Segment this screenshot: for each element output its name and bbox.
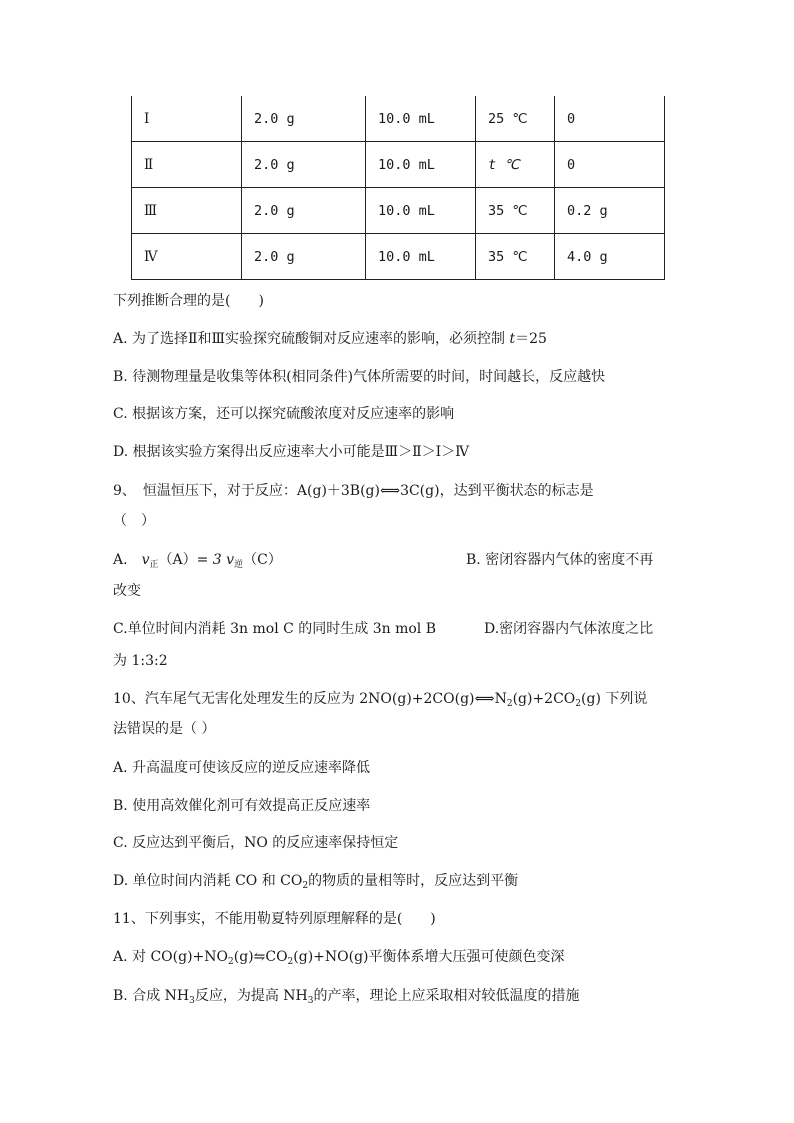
q10-option-d: [113, 871, 518, 891]
q8-option-a-var: t: [509, 331, 516, 347]
q10-stem-tail: (g) 下列说: [581, 691, 648, 707]
table-cell: 10.0 mL: [366, 188, 476, 234]
q10-option-b: B. 使用高效催化剂可有效提高正反应速率: [113, 798, 371, 814]
q10-stem-text: 10、汽车尾气无害化处理发生的反应为 2NO(g)+2CO(g): [113, 691, 475, 707]
q9-coefficient: 3: [212, 552, 222, 568]
table-cell: 35 ℃: [476, 188, 555, 234]
q10-formula-mid: (g)+2CO: [512, 691, 576, 707]
q10-subscript: 2: [302, 881, 309, 891]
q9-stem-tail: 3C(g)，达到平衡状态的标志是: [400, 483, 594, 499]
table-cell: 10.0 mL: [366, 142, 476, 188]
table-cell: 4.0 g: [555, 234, 665, 280]
q11-option-a-mid: (g)⇋CO: [233, 949, 288, 965]
q10-stem-line2: 法错误的是（ ）: [113, 721, 216, 737]
q9-option-d-line2: 为 1:3:2: [113, 653, 168, 669]
q9-option-a: [113, 550, 282, 570]
q9-option-d: D.密闭容器内气体浓度之比: [484, 621, 654, 637]
q11-subscript: 2: [228, 957, 234, 967]
table-row: [132, 234, 665, 280]
q9-v-symbol: v: [141, 552, 150, 568]
table-cell: 2.0 g: [242, 188, 366, 234]
q10-formula-n: N: [494, 691, 507, 707]
table-cell: 10.0 mL: [366, 234, 476, 280]
q8-option-b: B. 待测物理量是收集等体积(相同条件)气体所需要的时间，时间越长，反应越快: [113, 369, 606, 385]
q11-option-a: [113, 947, 565, 967]
table-row: [132, 142, 665, 188]
table-cell: 10.0 mL: [366, 96, 476, 142]
q11-option-a-tail: (g)+NO(g)平衡体系增大压强可使颜色变深: [293, 949, 565, 965]
q9-option-a-label: A.: [113, 552, 142, 568]
q8-option-a-tail: ＝25: [515, 331, 547, 347]
q11-stem: 11、下列事实，不能用勒夏特列原理解释的是( ): [113, 911, 436, 927]
table-cell: t ℃: [476, 142, 555, 188]
q9-option-a-end: （C）: [243, 552, 282, 568]
q11-option-a-text: A. 对 CO(g)+NO: [113, 949, 228, 965]
table-cell: 2.0 g: [242, 142, 366, 188]
q9-option-c: C.单位时间内消耗 3n mol C 的同时生成 3n mol B: [113, 621, 437, 637]
table-cell: 2.0 g: [242, 96, 366, 142]
q11-subscript: 3: [307, 996, 314, 1006]
q10-subscript: 2: [506, 699, 513, 709]
q10-option-d-tail: 的物质的量相等时，反应达到平衡: [308, 873, 519, 889]
table-cell: 0.2 g: [555, 188, 665, 234]
table-cell: 0: [555, 96, 665, 142]
q9-stem: [113, 481, 594, 501]
table-cell: Ⅲ: [132, 188, 242, 234]
table-cell: 0: [555, 142, 665, 188]
q8-option-c: C. 根据该方案，还可以探究硫酸浓度对反应速率的影响: [113, 406, 455, 422]
table-row: [132, 96, 665, 142]
q8-option-a: [113, 329, 547, 349]
q9-sub-forward: 正: [149, 560, 159, 570]
table-cell: Ⅰ: [132, 96, 242, 142]
q11-subscript: 2: [287, 957, 294, 967]
table-row: [132, 188, 665, 234]
table-cell: 2.0 g: [242, 234, 366, 280]
q9-stem-text: 9、 恒温恒压下，对于反应：A(g)＋3B(g): [113, 483, 380, 499]
q10-stem: [113, 689, 647, 709]
q11-option-b: [113, 986, 580, 1006]
q9-option-a-mid: （A）=: [158, 552, 213, 568]
table-cell: 25 ℃: [476, 96, 555, 142]
q10-option-c: C. 反应达到平衡后，NO 的反应速率保持恒定: [113, 835, 399, 851]
q10-option-d-text: D. 单位时间内消耗 CO 和 CO: [113, 873, 303, 889]
q11-subscript: 3: [189, 996, 195, 1006]
equilibrium-arrow-icon: ⟺: [474, 691, 495, 707]
q11-option-b-mid: 反应，为提高 NH: [194, 988, 308, 1004]
table-cell: Ⅳ: [132, 234, 242, 280]
q9-option-b: B. 密闭容器内气体的密度不再: [466, 552, 654, 568]
table-cell: 35 ℃: [476, 234, 555, 280]
q10-subscript: 2: [575, 699, 582, 709]
q11-option-b-tail: 的产率，理论上应采取相对较低温度的措施: [313, 988, 580, 1004]
q8-option-d: D. 根据该实验方案得出反应速率大小可能是Ⅲ＞Ⅱ＞Ⅰ＞Ⅳ: [113, 444, 470, 460]
q9-sub-reverse: 逆: [234, 560, 244, 570]
equilibrium-arrow-icon: ⟺: [379, 483, 401, 499]
q11-option-b-text: B. 合成 NH: [113, 988, 190, 1004]
q8-option-a-text: A. 为了选择Ⅱ和Ⅲ实验探究硫酸铜对反应速率的影响，必须控制: [113, 331, 510, 347]
q9-option-b-line2: 改变: [113, 583, 141, 599]
table-cell: Ⅱ: [132, 142, 242, 188]
q8-stem: 下列推断合理的是( ): [113, 293, 264, 309]
q10-option-a: A. 升高温度可使该反应的逆反应速率降低: [113, 760, 371, 776]
q9-v-symbol: v: [226, 552, 235, 568]
experiment-table: [131, 96, 665, 280]
q9-stem-line2: （ ）: [113, 513, 155, 529]
